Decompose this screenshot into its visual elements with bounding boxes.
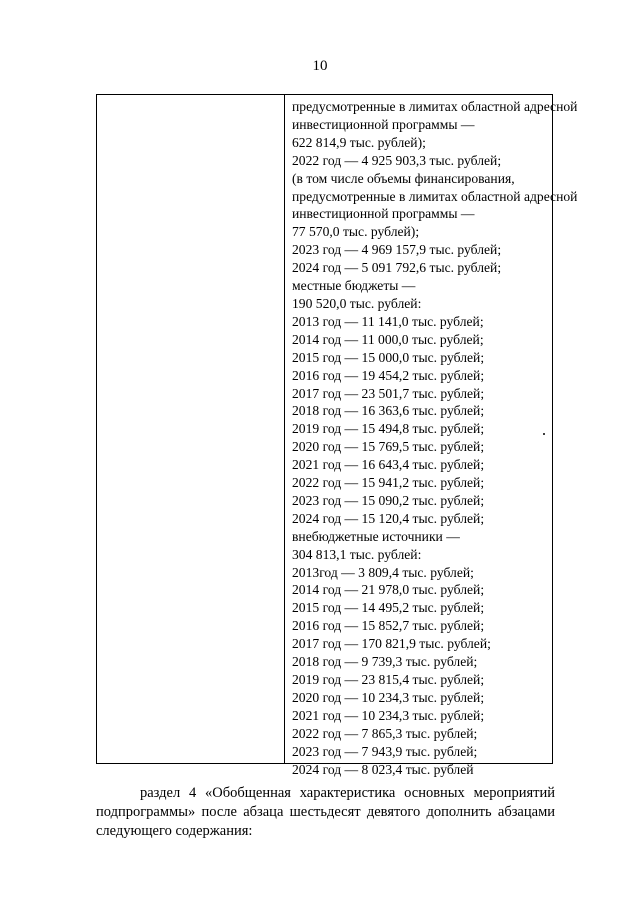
paragraph-word: абзаца (243, 804, 284, 820)
paragraph-word: «Обобщенная (205, 785, 291, 801)
paragraph-word: дополнить (426, 804, 492, 820)
paragraph-word: абзацами (497, 804, 555, 820)
funding-line: 2015 год — 14 495,2 тыс. рублей; (292, 600, 485, 616)
funding-line: 2014 год — 21 978,0 тыс. рублей; (292, 582, 485, 598)
funding-line: 190 520,0 тыс. рублей: (292, 295, 422, 311)
column-divider (284, 95, 285, 763)
funding-line: 2018 год — 9 739,3 тыс. рублей; (292, 654, 478, 670)
funding-line: 2014 год — 11 000,0 тыс. рублей; (292, 331, 484, 347)
funding-line: внебюджетные источники — (292, 528, 460, 544)
funding-table (96, 94, 578, 777)
paragraph-word: шестьдесят (289, 804, 361, 820)
amendment-paragraph (96, 784, 555, 841)
funding-line: (в том числе объемы финансирования, (292, 170, 515, 186)
paragraph-word: девятого (366, 804, 421, 820)
paragraph-word: характеристика (299, 785, 396, 801)
paragraph-word: раздел (140, 785, 181, 801)
paragraph-line (96, 822, 555, 841)
paragraph-word: основных (404, 785, 465, 801)
paragraph-line (96, 784, 555, 803)
funding-line: 2021 год — 16 643,4 тыс. рублей; (292, 457, 485, 473)
funding-line: 2022 год — 15 941,2 тыс. рублей; (292, 475, 485, 491)
funding-details-cell (292, 98, 578, 778)
funding-line: предусмотренные в лимитах областной адресной (292, 99, 578, 114)
funding-line: местные бюджеты — (292, 278, 416, 294)
page-number: 10 (312, 58, 328, 74)
funding-line: 2023 год — 15 090,2 тыс. рублей; (292, 492, 485, 508)
paragraph-word: мероприятий (473, 785, 555, 801)
funding-line: 77 570,0 тыс. рублей); (292, 224, 420, 240)
funding-line: инвестиционной программы — (292, 116, 475, 132)
funding-line: 2016 год — 19 454,2 тыс. рублей; (292, 367, 485, 383)
scan-speck (543, 433, 545, 435)
paragraph-word: подпрограммы» (96, 804, 196, 820)
funding-line: 2019 год — 23 815,4 тыс. рублей; (292, 672, 485, 687)
funding-line: 2023 год — 4 969 157,9 тыс. рублей; (292, 242, 502, 258)
funding-line: 2015 год — 15 000,0 тыс. рублей; (292, 349, 485, 365)
funding-line: 2017 год — 23 501,7 тыс. рублей; (292, 385, 485, 401)
funding-line: 304 813,1 тыс. рублей: (292, 546, 422, 562)
funding-line: 2013 год — 11 141,0 тыс. рублей; (292, 313, 484, 329)
funding-line: 2024 год — 5 091 792,6 тыс. рублей; (292, 260, 502, 276)
paragraph-line (96, 803, 555, 822)
funding-line: 2022 год — 7 865,3 тыс. рублей; (292, 725, 478, 741)
funding-line: 2020 год — 15 769,5 тыс. рублей; (292, 439, 485, 455)
funding-line: 2017 год — 170 821,9 тыс. рублей; (292, 636, 491, 652)
funding-line: 2016 год — 15 852,7 тыс. рублей; (292, 618, 485, 634)
funding-line: 2024 год — 8 023,4 тыс. рублей (292, 761, 474, 777)
funding-line: 2024 год — 15 120,4 тыс. рублей; (292, 510, 485, 526)
funding-line: 2013год — 3 809,4 тыс. рублей; (292, 564, 474, 580)
funding-line: 2023 год — 7 943,9 тыс. рублей; (292, 743, 478, 759)
funding-line: 622 814,9 тыс. рублей); (292, 134, 426, 150)
funding-line: 2022 год — 4 925 903,3 тыс. рублей; (292, 152, 502, 168)
paragraph-word: после (201, 804, 237, 820)
funding-line: 2018 год — 16 363,6 тыс. рублей; (292, 403, 485, 419)
funding-line: 2020 год — 10 234,3 тыс. рублей; (292, 689, 485, 705)
funding-line: 2019 год — 15 494,8 тыс. рублей; (292, 421, 485, 437)
paragraph-word: 4 (188, 785, 197, 801)
funding-line: предусмотренные в лимитах областной адресной (292, 188, 578, 204)
paragraph-word: следующего содержания: (96, 823, 253, 839)
funding-line: 2021 год — 10 234,3 тыс. рублей; (292, 707, 485, 723)
funding-line: инвестиционной программы — (292, 206, 475, 222)
